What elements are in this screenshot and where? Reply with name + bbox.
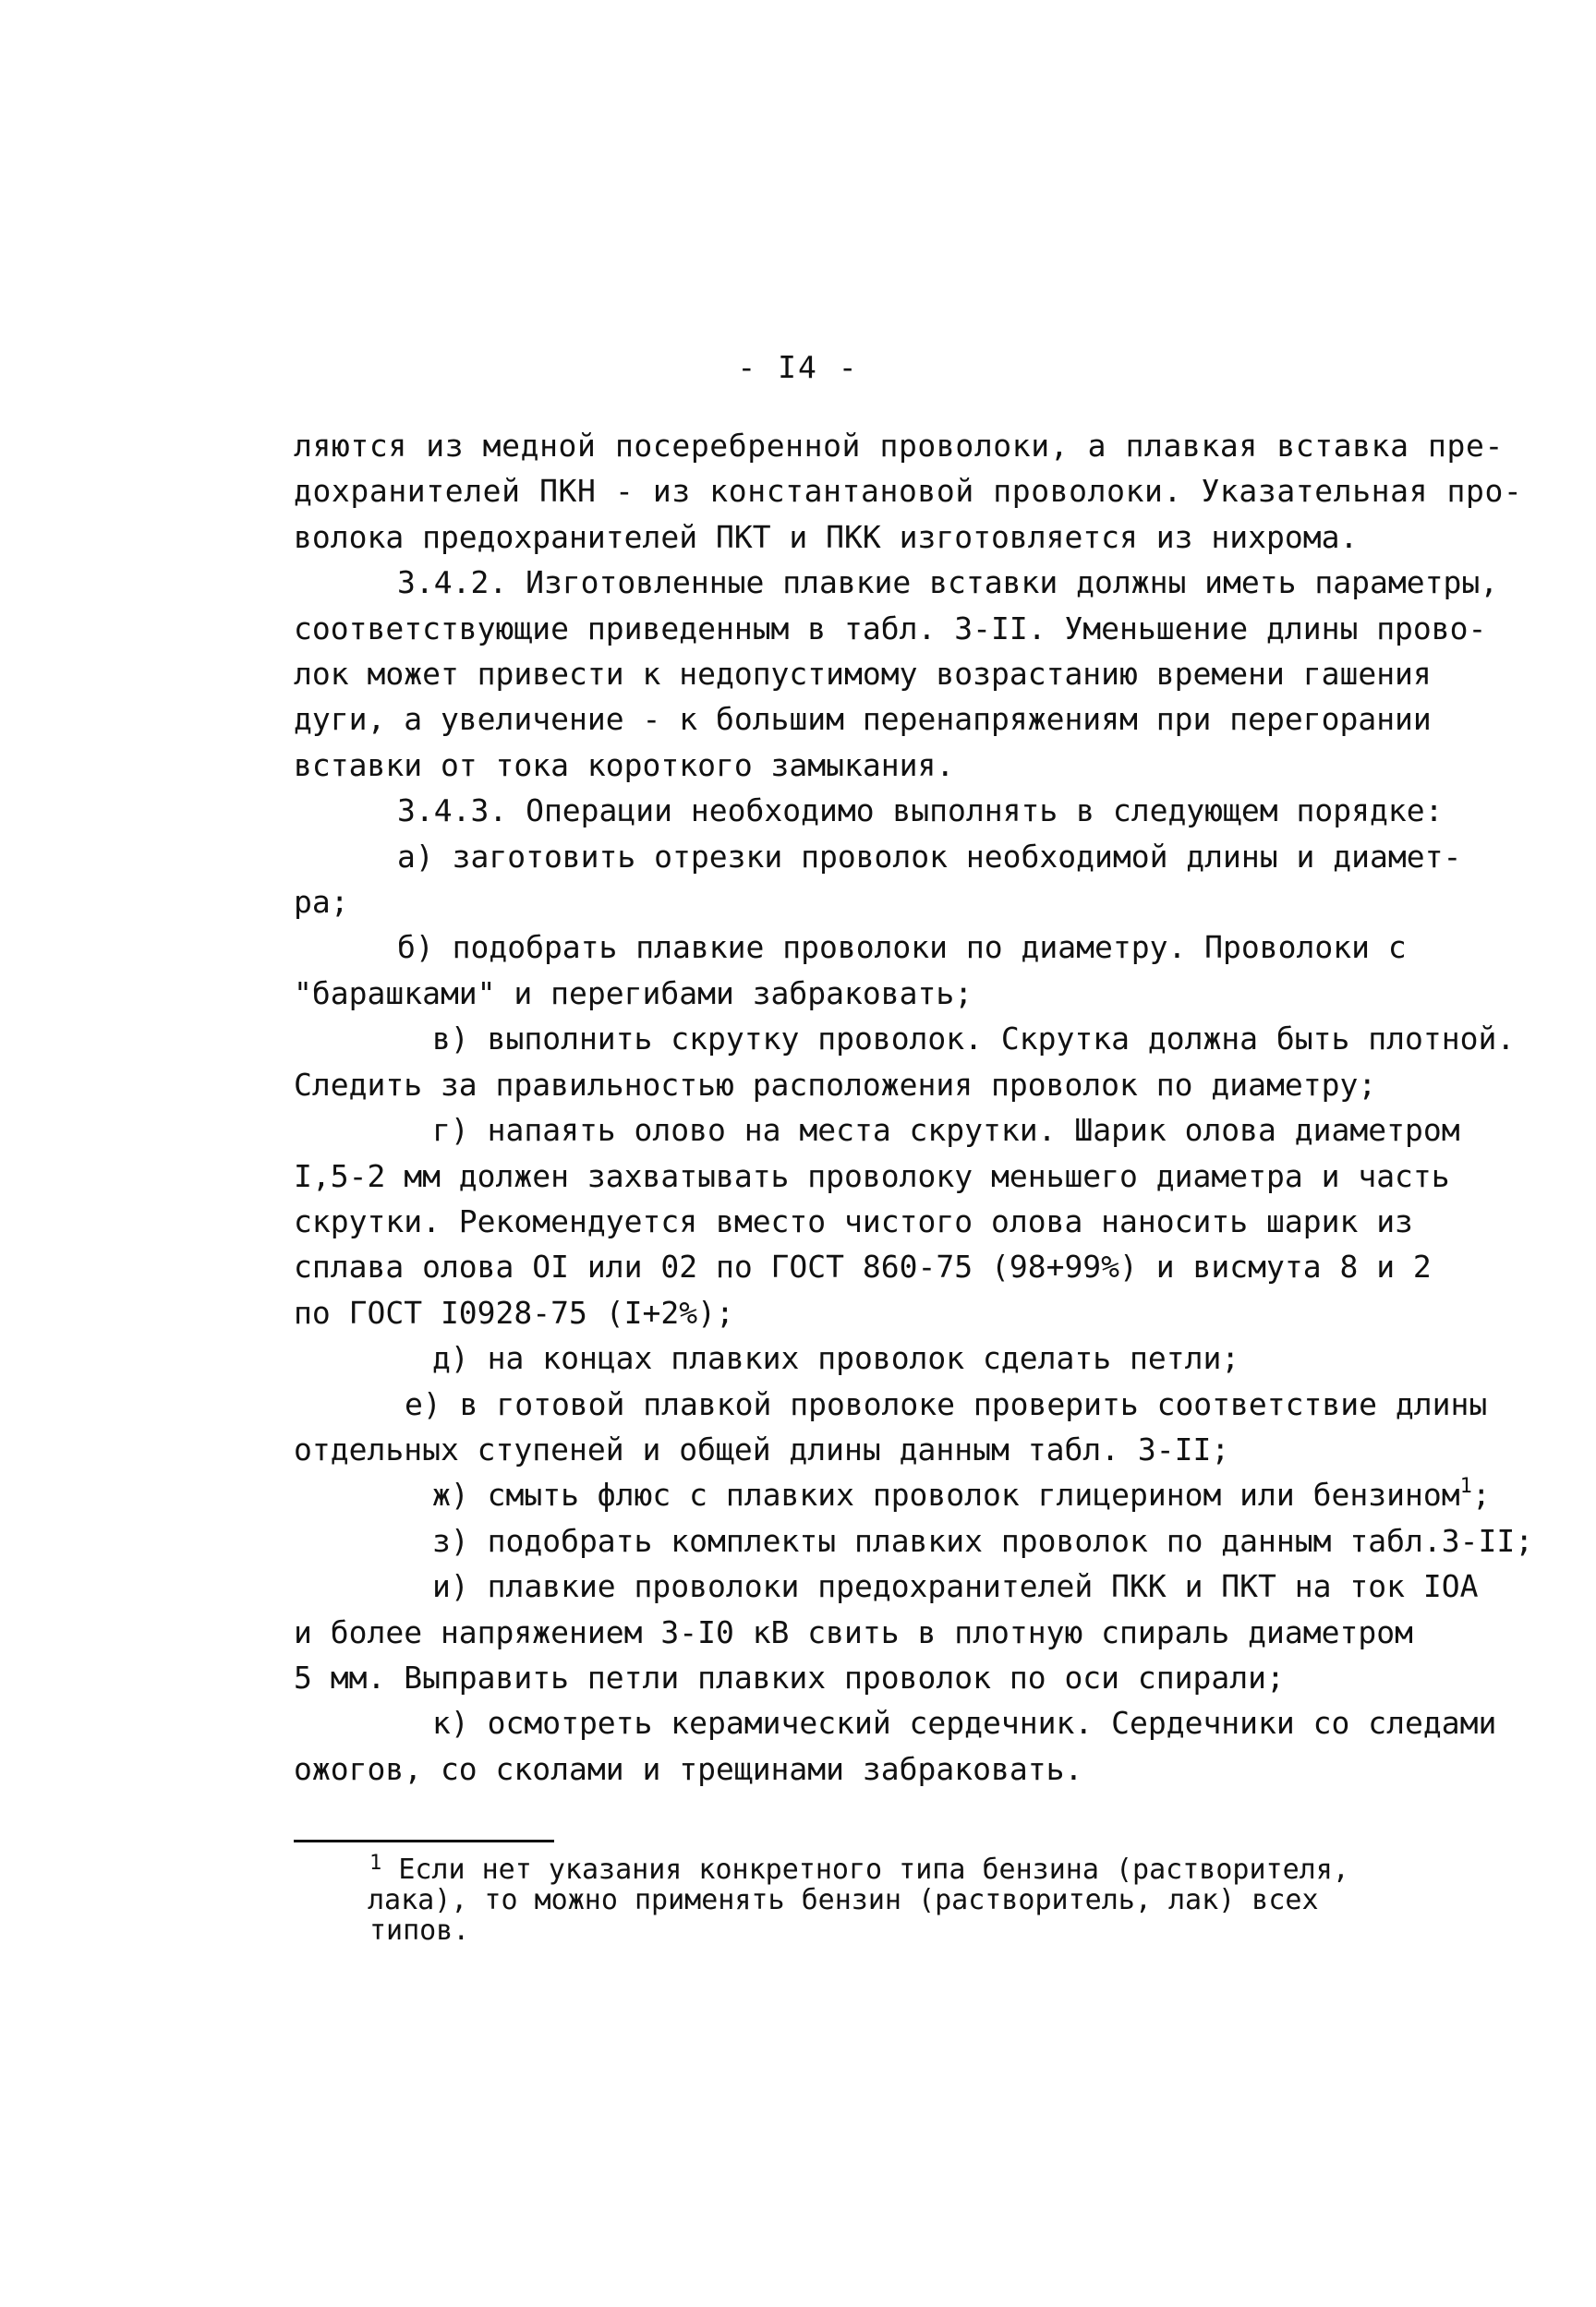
list-item-e: е) в готовой плавкой проволоке проверить соответствие длины <box>405 1385 1488 1422</box>
footnote-text: Если нет указания конкретного типа бензина (растворителя, <box>398 1854 1349 1886</box>
text-line: 5 мм. Выправить петли плавких проволок по оси спирали; <box>294 1659 1285 1696</box>
text-line: ляются из медной посеребренной проволоки, а плавкая вставка пре- <box>294 428 1504 464</box>
list-item-i: и) плавкие проволоки предохранителей ПКК и ПКТ на ток IOA <box>432 1568 1479 1605</box>
text-line: сплава олова OI или 02 по ГОСТ 860-75 (98+99%) и висмута 8 и 2 <box>294 1249 1432 1286</box>
text-line: ра; <box>294 884 349 921</box>
paragraph-3-4-2: 3.4.2. Изготовленные плавкие вставки должны иметь параметры, <box>397 564 1499 601</box>
paragraph-3-4-3: 3.4.3. Операции необходимо выполнять в следующем порядке: <box>397 792 1444 829</box>
footnote-line <box>369 1854 1533 1885</box>
footnote-line: лака), то можно применять бензин (растворитель, лак) всех <box>368 1884 1319 1916</box>
list-item-k: к) осмотреть керамический сердечник. Сердечники со следами <box>432 1705 1497 1742</box>
text-line: отдельных ступеней и общей длины данным табл. 3-II; <box>294 1431 1230 1468</box>
list-item-d: д) на концах плавких проволок сделать петли; <box>432 1340 1240 1377</box>
list-item-zh <box>294 1472 1522 1517</box>
text-line: волока предохранителей ПКТ и ПКК изготовляется из нихрома. <box>294 518 1359 555</box>
text-line: I,5-2 мм должен захватывать проволоку меньшего диаметра и часть <box>294 1157 1450 1194</box>
body-text <box>294 423 1534 1792</box>
footnote-reference: 1 <box>1459 1475 1472 1499</box>
footnote-reference-suffix: ; <box>1471 1477 1491 1514</box>
text-line: вставки от тока короткого замыкания. <box>294 746 955 783</box>
text-line: скрутки. Рекомендуется вместо чистого олова наносить шарик из <box>294 1202 1413 1239</box>
text-line: "барашками" и перегибами забраковать; <box>294 974 973 1011</box>
text-line: по ГОСТ I0928-75 (I+2%); <box>294 1294 734 1331</box>
footnote-marker: 1 <box>369 1852 382 1875</box>
text-line: соответствующие приведенным в табл. 3-II. Уменьшение длины прово- <box>294 610 1487 646</box>
page-number: - I4 - <box>737 349 859 385</box>
list-item-zh-text: ж) смыть флюс с плавких проволок глицерином или бензином <box>432 1477 1460 1514</box>
list-item-z: з) подобрать комплекты плавких проволок по данным табл.3-II; <box>432 1522 1534 1559</box>
text-line: дуги, а увеличение - к большим перенапряжениям при перегорании <box>294 701 1432 738</box>
list-item-g: г) напаять олово на места скрутки. Шарик олова диаметром <box>432 1112 1460 1149</box>
footnote <box>369 1854 1533 1946</box>
text-line: Следить за правильностью расположения проволок по диаметру; <box>294 1066 1377 1103</box>
list-item-b: б) подобрать плавкие проволоки по диаметру. Проволоки с <box>397 929 1407 966</box>
list-item-a: а) заготовить отрезки проволок необходимой длины и диамет- <box>397 838 1462 875</box>
list-item-v: в) выполнить скрутку проволок. Скрутка должна быть плотной. <box>432 1021 1516 1057</box>
footnote-line: типов. <box>369 1914 470 1947</box>
text-line: лок может привести к недопустимому возрастанию времени гашения <box>294 656 1432 693</box>
text-line: и более напряжением 3-I0 кВ свить в плотную спираль диаметром <box>294 1613 1413 1650</box>
footnote-divider <box>294 1840 554 1842</box>
text-line: дохранителей ПКН - из константановой проволоки. Указательная про- <box>294 473 1523 510</box>
text-line: ожогов, со сколами и трещинами забраковать. <box>294 1750 1083 1787</box>
